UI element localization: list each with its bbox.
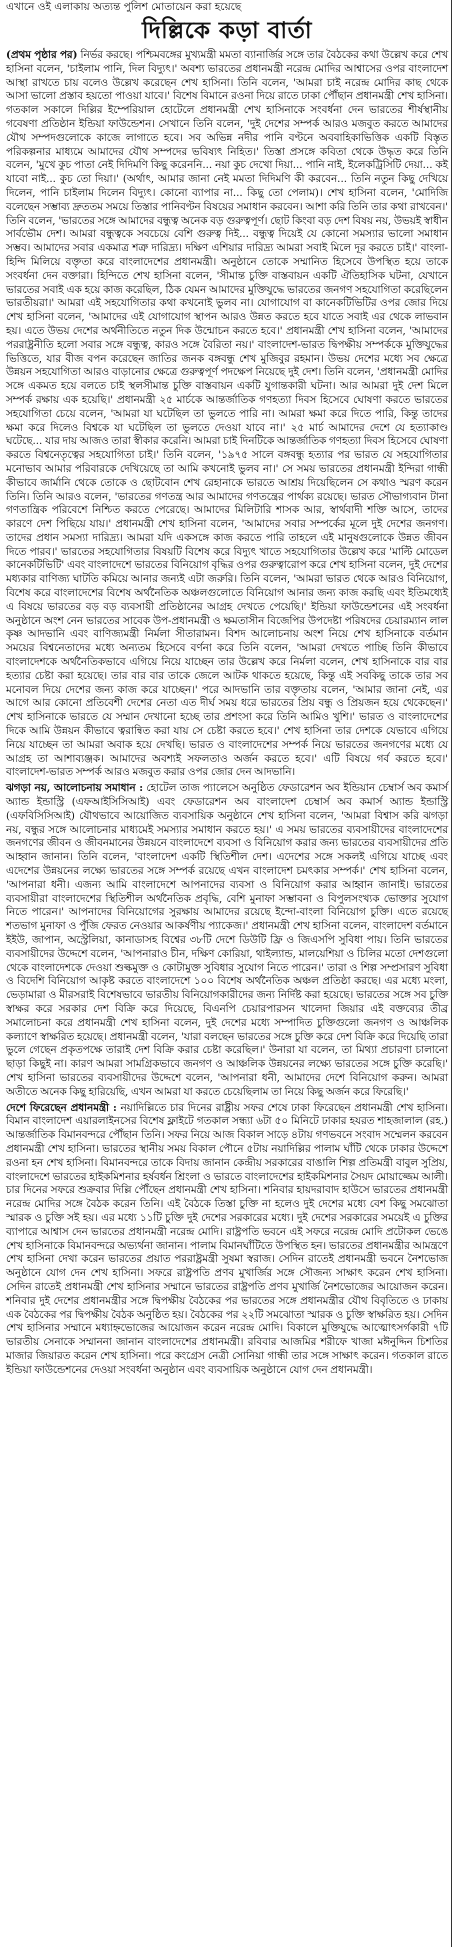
section-two-text: হোটেল তাজ প্যালেসে অনুষ্ঠিত ফেডারেশন অব ইন্ডিয়ান চেম্বার্স অব কমার্স অ্যান্ড ইন্ডাস্ট্রি (এফআইসিসিআই) এবং ফেডারেশন অব বাংলাদেশ চেম্বার্স অব কমার্স অ্যান্ড ইন্ডাস্ট্রি (এফবিসিসিআই) যৌথভাবে আয়োজিত ব্যবসায়িক অনুষ্ঠানে শেখ হাসিনা বলেন, 'আমরা বিশ্বাস করি ঝগড়া নয়, বন্ধুর সঙ্গে আলোচনার মাধ্যমেই সমস্যার সমাধান করতে হয়।' এ সময় ভারতের ব্যবসায়ীদের বাংলাদেশের জনগণের জীবন ও জীবনমানের উন্নয়নে বাংলাদেশে ব্যবসা ও বিনিয়োগ করার জন্য ভারতের ব্যবসায়ীদের প্রতি আহ্বান জানান। তিনি বলেন, 'বাংলাদেশ একটি স্থিতিশীল দেশ। এদেশের সঙ্গে সকলই এগিয়ে যাচ্ছে এবং এদেশের উন্নয়নের লক্ষ্যে ভারতের সঙ্গে সম্পর্ক রয়েছে এখন বাংলাদেশ চমৎকার সম্পর্ক।' শেখ হাসিনা বলেন, 'আপনারা ধনী। এজন্য আমি বাংলাদেশে আপনাদের ব্যবসা ও বিনিয়োগ করার আহ্বান জানাই। ভারতের ব্যবসায়ীরা বাংলাদেশের স্থিতিশীল অর্থনৈতিক প্রবৃদ্ধি, বেশি মুনাফা সম্ভাবনা ও বিপুলসংখ্যক ভোক্তার সুযোগ নিতে পারেন।' আপনাদের বিনিয়োগের সুরক্ষায় আমাদের রয়েছে ইন্দো-বাংলা বিনিয়োগ চুক্তি। এতে রয়েছে শতভাগ মুনাফা ও পুঁজি ফেরত নেওয়ার আকর্ষণীয় প্যাকেজ।' প্রধানমন্ত্রী শেখ হাসিনা বলেন, বাংলাদেশ বর্তমানে ইইউ, জাপান, অস্ট্রেলিয়া, কানাডাসহ বিশ্বের ৩৮টি দেশে ডিউটি ফ্রি ও জিএসপি সুবিধা পায়। তিনি ভারতের ব্যবসায়ীদের উদ্দেশে বলেন, 'আপনারাও চীন, দক্ষিণ কোরিয়া, থাইল্যান্ড, মালয়েশিয়া ও চিলির মতো দেশগুলো থেকে বাংলাদেশকে দেওয়া শুল্কমুক্ত ও কোটামুক্ত সুবিধার সুযোগ নিতে পারেন।' তারা ও শিল্প সম্প্রসারণ সুবিধা ও বিদেশি বিনিয়োগ আকৃষ্ট করতে বাংলাদেশে ১০০ বিশেষ অর্থনৈতিক অঞ্চল প্রতিষ্ঠা করছে। এর মধ্যে মংলা, ভেড়ামারা ও মীরসরাই বিশেষভাবে ভারতীয় বিনিয়োগকারীদের জন্য নির্দিষ্ট করা হয়েছে। ভারতের সঙ্গে সব চুক্তি স্বাক্ষর করে সরকার দেশ বিক্রি করে দিয়েছে, বিএনপি চেয়ারপারসন খালেদা জিয়ার এই বক্তব্যের তীব্র সমালোচনা করে প্রধানমন্ত্রী শেখ হাসিনা বলেন, দুই দেশের মধ্যে সম্পাদিত চুক্তিগুলো জনগণ ও আঞ্চলিক কল্যাণে স্বাক্ষরিত হয়েছে। প্রধানমন্ত্রী বলেন, 'যারা বলছেন ভারতের সঙ্গে চুক্তি করে দেশ বিক্রি করে দিয়েছি তারা ভুলে গেছেন প্রকৃতপক্ষে তারাই দেশ বিক্রি করার চেষ্টা করেছিল।' উনারা যা বলেন, তা মিথ্যা প্রচারণা চালানো ছাড়া কিছুই না। কারণ আমরা সামগ্রিকভাবে জনগণ ও আঞ্চলিক উন্নয়নের লক্ষ্যে ভারতের সঙ্গে চুক্তি করেছি।' শেখ হাসিনা ভারতের ব্যবসায়ীদের উদ্দেশে বলেন, 'আপনারা ধনী, আমাদের দেশে বিনিয়োগ করুন। আমরা অতীতে অনেক কিছু হারিয়েছি, এখন আমরা যা করতে চেয়েছিলাম তা নিয়ে কিছু অর্জন করে ফিরেছি।' bbox=[6, 782, 448, 1098]
section-three-paragraph bbox=[6, 1102, 448, 1378]
section-two-paragraph bbox=[6, 782, 448, 1099]
article-body-paragraph bbox=[6, 49, 448, 780]
section-two-subhead: ঝগড়া নয়, আলোচনায় সমাধান : bbox=[6, 782, 144, 795]
previous-article-tail: এখানে ওই এলাকায় অত্যন্ত পুলিশ মোতায়েন করা হয়েছে bbox=[6, 1, 242, 13]
article-column bbox=[6, 0, 448, 1378]
section-three-subhead: দেশে ফিরেছেন প্রধানমন্ত্রী : bbox=[6, 1101, 117, 1114]
article-body-text: নির্ভর করছে। পশ্চিমবঙ্গের মুখ্যমন্ত্রী মমতা ব্যানার্জির সঙ্গে তার বৈঠকের কথা উল্লেখ করে শেখ হাসিনা বলেন, 'চাইলাম পানি, দিল বিদ্যুৎ।' অবশ্য ভারতের প্রধানমন্ত্রী নরেন্দ্র মোদির আশ্বাসের ওপর বাংলাদেশ আস্থা রাখতে চায় বলেও উল্লেখ করেছেন শেখ হাসিনা। তিনি বলেন, 'আমরা চাই নরেন্দ্র মোদির কাছ থেকে আসা ভালো প্রস্তাব হয়তো পাওয়া যাবে।' বিশেষ বিমানে রওনা দিয়ে রাতে ঢাকা পৌঁছান প্রধানমন্ত্রী শেখ হাসিনা। গতকাল সকালে দিল্লির ইম্পেরিয়াল হোটেলে প্রধানমন্ত্রী শেখ হাসিনাকে সংবর্ধনা দেন ভারতের শীর্ষস্থানীয় গবেষণা প্রতিষ্ঠান ইন্ডিয়া ফাউন্ডেশন। সেখানে তিনি বলেন, 'দুই দেশের সম্পর্ক আরও মজবুত করতে আমাদের যৌথ সম্পদগুলোকে কাজে লাগাতে হবে। সব অভিন্ন নদীর পানি বণ্টনে অববাহিকাভিত্তিক একটি বিস্তৃত পরিকল্পনার মাধ্যমে আমাদের যৌথ সম্পদের ভবিষ্যৎ নিহিত।' তিস্তা প্রসঙ্গে কবিতা থেকে উদ্ধৃত করে তিনি বলেন, 'মুখে কুচ পাতা নেই দিদিমণি কিছু করেননি... নয়া কুচ দেখো দিয়া... পানি নাই, ইলেকট্রিসিটি দেয়া... কই যাবো নাই... কুচ তো দিয়া।' (অর্থাৎ, আমার জানা নেই মমতা দিদিমণি কী করবেন... তিনি নতুন কিছু দেখিয়ে দিলেন, পানি চাইলাম দিলেন বিদ্যুৎ। কোনো ব্যাপার না... কিছু তো পেলাম)। শেখ হাসিনা বলেন, 'মোদিজি বলেছেন সম্ভাব্য দ্রুততম সময়ে তিস্তার পানিবণ্টন বিষয়ের সমাধান করবেন। আশা করি তিনি তার কথা রাখবেন।' তিনি বলেন, 'ভারতের সঙ্গে আমাদের বন্ধুত্ব অনেক বড় গুরুত্বপূর্ণ। ছোট কিংবা বড় দেশ বিষয় নয়, উভয়ই স্বাধীন সার্বভৌম দেশ। আমরা বন্ধুত্বকে সবচেয়ে বেশি গুরুত্ব দিই... বন্ধুত্ব দিয়েই যে কোনো সমস্যার ভালো সমাধান সম্ভব। আমাদের সবার একমাত্র শত্রু দারিদ্র্য। দক্ষিণ এশিয়ার দারিদ্র্য আমরা সবাই মিলে দূর করতে চাই।' বাংলা-হিন্দি মিলিয়ে বক্তৃতা করে বাংলাদেশের প্রধানমন্ত্রী। অনুষ্ঠানে তোকে সম্মানিত হিসেবে উপস্থিত হয়ে তাকে সংবর্ধনা দেন বক্তারা। হিন্দিতে শেখ হাসিনা বলেন, 'সীমান্ত চুক্তি বাস্তবায়ন একটি ঐতিহাসিক ঘটনা, যেখানে ভারতের সবাই এক হয়ে কাজ করেছিল, ঠিক যেমন আমাদের মুক্তিযুদ্ধে ভারতের জনগণ সহযোগিতা করেছিলেন ভারতীয়রা।' আমরা এই সহযোগিতার কথা কখনোই ভুলব না। যোগাযোগ বা কানেকটিভিটির ওপর জোর দিয়ে শেখ হাসিনা বলেন, 'আমাদের এই যোগাযোগ স্থাপন আরও উন্নত করতে হবে যাতে সবাই এর থেকে লাভবান হয়। এতে উভয় দেশের অর্থনীতিতে নতুন দিক উন্মোচন করতে হবে।' প্রধানমন্ত্রী শেখ হাসিনা বলেন, 'আমাদের পররাষ্ট্রনীতি হলো সবার সঙ্গে বন্ধুত্ব, কারও সঙ্গে বৈরিতা নয়।' বাংলাদেশ-ভারত দ্বিপক্ষীয় সম্পর্ককে মুক্তিযুদ্ধের ভিত্তিতে, যার বীজ বপন করেছেন জাতির জনক বঙ্গবন্ধু শেখ মুজিবুর রহমান। উভয় দেশের মধ্যে সব ক্ষেত্রে উন্নয়ন সহযোগিতা আরও বাড়ানোর ক্ষেত্রে গুরুত্বপূর্ণ পদক্ষেপ নিয়েছে দুই দেশ। তিনি বলেন, 'প্রধানমন্ত্রী মোদির সঙ্গে একমত হয়ে বলতে চাই স্থলসীমান্ত চুক্তি বাস্তবায়ন একটি যুগান্তকারী ঘটনা। আর আমরা দুই দেশ মিলে সম্পর্ক রক্ষায় এক হয়েছি।' প্রধানমন্ত্রী ২৫ মার্চকে আন্তর্জাতিক গণহত্যা দিবস হিসেবে ঘোষণা করতে ভারতের সহযোগিতা চেয়ে বলেন, 'আমরা যা ঘটেছিল তা ভুলতে পারি না। আমরা ক্ষমা করে দিতে পারি, কিন্তু তাদের ক্ষমা করে দিলেও বিশ্বকে যা ঘটেছিল তা ভুলতে দেওয়া যাবে না।' ২৫ মার্চ আমাদের দেশে যে হত্যাকাণ্ড ঘটেছে... যার দায় আজও তারা স্বীকার করেনি। আমরা চাই দিনটিকে আন্তর্জাতিক গণহত্যা দিবস হিসেবে ঘোষণা করতে বিশ্বনেতৃত্বের সহযোগিতা চাই।' তিনি বলেন, '১৯৭৫ সালে বঙ্গবন্ধু হত্যার পর ভারত যে সহযোগিতার মনোভাব আমার পরিবারকে দেখিয়েছে তা আমি কখনোই ভুলব না।' সে সময় ভারতের প্রধানমন্ত্রী ইন্দিরা গান্ধী কীভাবে জার্মানি থেকে তোকে ও ছোটবোন শেখ রেহানাকে ভারতে আশ্রয় দিয়েছিলেন সে কথাও স্মরণ করেন তিনি। তিনি আরও বলেন, 'ভারতের গণতন্ত্র আর আমাদের গণতন্ত্রের পার্থক্য রয়েছে। ভারত সৌভাগ্যবান টানা গণতান্ত্রিক পরিবেশে নিশ্চিত করতে পেরেছে। আমাদের মিলিটারি শাসক আর, স্বার্থবাদী শক্তি আসে, তাদের কারণে দেশ পিছিয়ে যায়।' প্রধানমন্ত্রী শেখ হাসিনা বলেন, 'আমাদের সবার সম্পর্কের মূলে দুই দেশের জনগণ। তাদের প্রধান সমস্যা দারিদ্র্য। আমরা যদি একসঙ্গে কাজ করতে পারি তাহলে এই মানুষগুলোকে উন্নত জীবন দিতে পারব।' ভারতের সহযোগিতার বিষয়টি বিশেষ করে বিদ্যুৎ খাতে সহযোগিতার উল্লেখ করে 'মাল্টি মোডেল কানেকটিভিটি' এবং বাংলাদেশে ভারতের বিনিয়োগ বৃদ্ধির ওপর গুরুত্বারোপ করে শেখ হাসিনা বলেন, দুই দেশের মধ্যকার বাণিজ্য ঘাটতি কমিয়ে আনার জন্যই এটা জরুরি। তিনি বলেন, 'আমরা ভারত থেকে আরও বিনিয়োগ, বিশেষ করে বাংলাদেশের বিশেষ অর্থনৈতিক অঞ্চলগুলোতে বিনিয়োগ আনার জন্য কাজ করছি এবং ইতিমধ্যেই এ বিষয়ে ভারতের বড় বড় ব্যবসায়ী প্রতিষ্ঠানের আগ্রহ দেখতে পেয়েছি।' ইন্ডিয়া ফাউন্ডেশনের এই সংবর্ধনা অনুষ্ঠানে অংশ নেন ভারতের সাবেক উপ-প্রধানমন্ত্রী ও ক্ষমতাসীন বিজেপির উপদেষ্টা পরিষদের চেয়ারম্যান লাল কৃষ্ণ আদভানি এবং বাণিজ্যমন্ত্রী নির্মলা সীতারামন। বিশদ আলোচনায় অংশ নিয়ে শেখ হাসিনাকে বর্তমান সময়ের বিশ্বনেতাদের মধ্যে অন্যতম হিসেবে বর্ণনা করে তিনি বলেন, 'আমরা দেখতে পাচ্ছি তিনি কীভাবে বাংলাদেশকে অর্থনৈতিকভাবে এগিয়ে নিয়ে যাচ্ছেন তার উল্লেখ করে নির্মলা বলেন, শেখ হাসিনাকে বার বার হত্যার চেষ্টা করা হয়েছে। তার বার বার তাকে জেলে আটক থাকতে হয়েছে, কিন্তু এই সবকিছু তাকে তার সব মনোবল দিয়ে দেশের জন্য কাজ করে যাচ্ছেন।' পরে আদভানি তার বক্তৃতায় বলেন, 'আমার জানা নেই, এর আগে আর কোনো প্রতিবেশী দেশের নেতা এত দীর্ঘ সময় ধরে ভারতের প্রিয় বন্ধু ও প্রিয়জন হয়ে থেকেছেন।' শেখ হাসিনাকে ভারতে যে সম্মান দেখানো হচ্ছে তার প্রশংসা করে তিনি আমিও খুশি।' ভারত ও বাংলাদেশের দিকে আমি উন্নয়ন কীভাবে ত্বরান্বিত করা যায় সে চেষ্টা করতে হবে।' শেখ হাসিনা তার দেশকে যেভাবে এগিয়ে নিয়ে যাচ্ছেন তা আমরা অবাক হয়ে দেখছি। ভারত ও বাংলাদেশের সম্পর্ক নিয়ে ভারতের জনগণের মধ্যে যে আগ্রহ তা আশাব্যঞ্জক। আমাদের অবশ্যই সফলতাও অর্জন করতে হবে।' এটি বিষয়ে গর্ব করতে হবে।' বাংলাদেশ-ভারত সম্পর্ক আরও মজবুত করার ওপর জোর দেন আদভানি। bbox=[6, 49, 448, 779]
adjacent-column-edge bbox=[451, 0, 474, 1947]
section-three-text: নয়াদিল্লিতে চার দিনের রাষ্ট্রীয় সফর শেষে ঢাকা ফিরেছেন প্রধানমন্ত্রী শেখ হাসিনা। বিমান বাংলাদেশ এয়ারলাইনসের বিশেষ ফ্লাইটে গতকাল সন্ধ্যা ৬টা ৫০ মিনিটে ঢাকার হযরত শাহজালাল (রহ.) আন্তর্জাতিক বিমানবন্দরে পৌঁছান তিনি। সফর নিয়ে আজ বিকাল সাড়ে ৪টায় গণভবনে সংবাদ সম্মেলন করবেন প্রধানমন্ত্রী শেখ হাসিনা। ভারতের স্থানীয় সময় বিকাল পৌনে ৫টায় নয়াদিল্লির পালাম ঘাঁটি থেকে ঢাকার উদ্দেশে রওনা হন শেখ হাসিনা। বিমানবন্দরে তাকে বিদায় জানান কেন্দ্রীয় সরকারের বাঙালি শিল্প প্রতিমন্ত্রী বাবুল সুপ্রিয়, বাংলাদেশে ভারতের হাইকমিশনার হর্ষবর্ধন শ্রিংলা ও ভারতে বাংলাদেশের হাইকমিশনার সৈয়দ মোয়াজ্জেম আলী। চার দিনের সফরে শুক্রবার দিল্লি পৌঁছেন প্রধানমন্ত্রী শেখ হাসিনা। শনিবার হায়দরাবাদ হাউসে ভারতের প্রধানমন্ত্রী নরেন্দ্র মোদির সঙ্গে বৈঠক করেন তিনি। এই বৈঠকে তিস্তা চুক্তি না হলেও দুই দেশের মধ্যে বেশ কিছু সমঝোতা স্মারক ও চুক্তি সই হয়। এর মধ্যে ১১টি চুক্তি দুই দেশের সরকারের মধ্যে। দুই দেশের সরকারের সময়েই এ চুক্তির ব্যাপারে আশ্বাস দেন ভারতের প্রধানমন্ত্রী নরেন্দ্র মোদি। রাষ্ট্রপতি ভবনে এই সফরে নরেন্দ্র মোদি প্রটোকল ভেঙে শেখ হাসিনাকে বিমানবন্দরে অভ্যর্থনা জানান। পালাম বিমানঘাঁটিতে উপস্থিত হন। ভারতের প্রধানমন্ত্রীর আমন্ত্রণে শেখ হাসিনা দেখা করেন ভারতের প্রয়াত পররাষ্ট্রমন্ত্রী সুষমা স্বরাজ। সেদিন রাতেই প্রধানমন্ত্রী ভবনে নৈশভোজ অনুষ্ঠানে যোগ দেন শেখ হাসিনা। সফরে রাষ্ট্রপতি প্রণব মুখার্জির সঙ্গে সৌজন্য সাক্ষাৎ করেন শেখ হাসিনা। সেদিন রাতেই প্রধানমন্ত্রী শেখ হাসিনার সম্মানে ভারতের রাষ্ট্রপতি প্রণব মুখার্জি নৈশভোজের আয়োজন করেন। শনিবার দুই দেশের প্রধানমন্ত্রীর সঙ্গে দ্বিপক্ষীয় বৈঠকের পর ভারতের সঙ্গে প্রধানমন্ত্রীর যৌথ বিবৃতিতে ও ঢাকায় এক বৈঠকের পর দ্বিপক্ষীয় বৈঠক অনুষ্ঠিত হয়। বৈঠকের পর ২২টি সমঝোতা স্মারক ও চুক্তি স্বাক্ষরিত হয়। সেদিন শেখ হাসিনার সম্মানে মধ্যাহ্নভোজের আয়োজন করেন নরেন্দ্র মোদি। বিকালে মুক্তিযুদ্ধে আত্মোৎসর্গকারী ৭টি ভারতীয় সেনাকে সম্মাননা জানান বাংলাদেশের প্রধানমন্ত্রী। রবিবার আজমির শরীফে খাজা মঈনুদ্দিন চিশতির মাজার জিয়ারত করেন শেখ হাসিনা। পরে কংগ্রেস নেত্রী সোনিয়া গান্ধী তার সঙ্গে সাক্ষাৎ করেন। গতকাল রাতে ইন্ডিয়া ফাউন্ডেশনের দেওয়া সংবর্ধনা অনুষ্ঠান এবং ব্যবসায়িক অনুষ্ঠানে যোগ দেন প্রধানমন্ত্রী। bbox=[6, 1101, 448, 1376]
continuation-label: (প্রথম পৃষ্ঠার পর) bbox=[6, 49, 78, 61]
article-headline: দিল্লিকে কড়া বার্তা bbox=[141, 18, 313, 44]
